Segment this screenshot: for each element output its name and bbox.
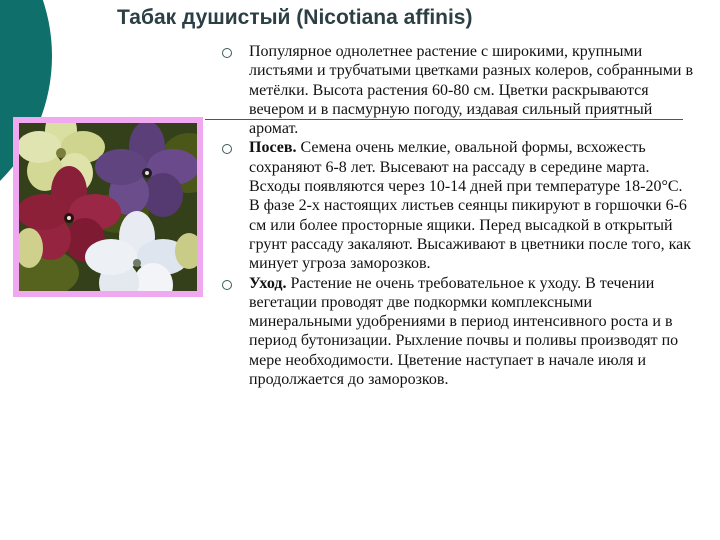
bullet-text: Растение не очень требовательное к уходу. В течении вегетации проводят две подкормки комплексными минеральными удобрениями в период интенсивного роста и в период бутонизации. Рыхление почвы и поливы производят по мере необходимости. Цветение наступает в начале июля и продолжается до заморозков.	[249, 274, 679, 389]
flower-photo-frame	[13, 117, 203, 297]
slide-title: Табак душистый (Nicotiana affinis)	[117, 6, 473, 29]
bullet-text: Семена очень мелкие, овальной формы, всхожесть сохраняют 6-8 лет. Высевают на рассаду в середине марта. Всходы появляются через 10-14 дней при температуре 18-20°С. В фазе 2-х настоящих листьев сеянцы пикируют в горшочки 6-6 см или более просторные ящики. Перед высадкой в открытый грунт рассаду закаляют. Высаживают в цветники после того, как минует угроза заморозков.	[249, 139, 691, 273]
bullet-item-care	[218, 274, 696, 390]
bullet-list	[218, 42, 696, 389]
hollow-circle-bullet-icon	[222, 280, 232, 290]
bullet-item-sowing	[218, 138, 696, 273]
bullet-lead-care: Уход.	[249, 274, 287, 292]
bullet-item-description	[218, 42, 696, 138]
nicotiana-flowers-photo	[19, 123, 197, 291]
bullet-lead-sowing: Посев.	[249, 139, 297, 157]
hollow-circle-bullet-icon	[222, 48, 232, 58]
bullet-text: Популярное однолетнее растение с широкими, крупными листьями и трубчатыми цветками разных колеров, собранными в метёлки. Высота растения 60-80 см. Цветки раскрываются вечером и в пасмурную погоду, издавая сильный приятный аромат.	[249, 43, 694, 138]
hollow-circle-bullet-icon	[222, 144, 232, 154]
flowers-illustration	[19, 123, 197, 291]
